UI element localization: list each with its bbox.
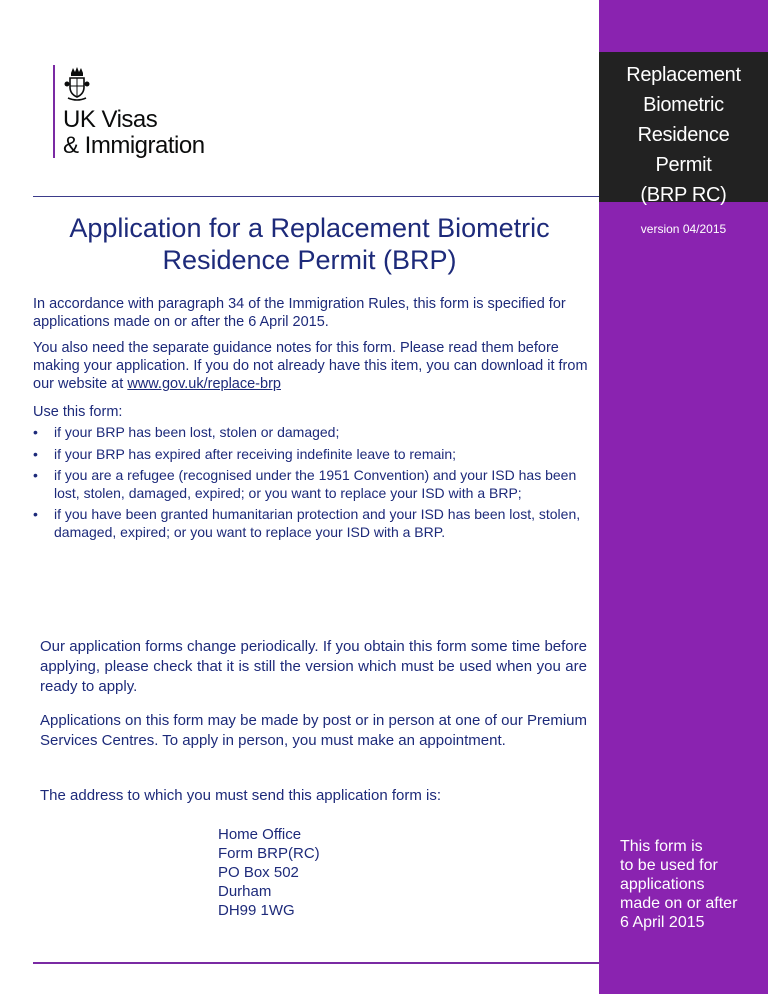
sidebar-title-line: Permit — [655, 154, 712, 176]
list-item — [33, 467, 593, 502]
sidebar-note — [620, 837, 760, 932]
address-intro: The address to which you must send this application form is: — [40, 787, 442, 804]
forms-change-paragraph: Our application forms change periodically. If you obtain this form some time before applying, please check that it is still the version which must be used when you are ready to apply. — [40, 638, 587, 695]
sidebar-note-line: 6 April 2015 — [620, 914, 705, 931]
apply-methods-paragraph: Applications on this form may be made by post or in person at one of our Premium Services Centres. To apply in person, you must make an appointment. — [40, 712, 587, 749]
bullet-icon: • — [33, 506, 38, 522]
logo-bar — [53, 65, 55, 158]
address-line: Home Office — [218, 826, 302, 843]
page-title — [20, 212, 599, 276]
guidance-paragraph — [33, 339, 593, 393]
page-title-line: Application for a Replacement Biometric — [69, 213, 550, 243]
sidebar-title-line: Residence — [637, 124, 730, 146]
sidebar-note-line: to be used for — [620, 857, 718, 874]
list-item — [33, 506, 593, 541]
bullet-icon: • — [33, 467, 38, 483]
intro-paragraph: In accordance with paragraph 34 of the Immigration Rules, this form is specified for applications made on or after the 6 April 2015. — [33, 296, 566, 330]
top-divider — [33, 196, 599, 197]
logo-line: UK Visas — [63, 106, 158, 133]
bullet-icon: • — [33, 424, 38, 440]
guidance-link[interactable]: www.gov.uk/replace-brp — [127, 376, 281, 392]
sidebar-note-line: This form is — [620, 838, 703, 855]
logo-wordmark — [63, 107, 205, 159]
address-line: Durham — [218, 883, 272, 900]
eligibility-list — [33, 424, 593, 545]
list-item — [33, 446, 593, 464]
bottom-divider — [33, 962, 599, 964]
page-title-line: Residence Permit (BRP) — [162, 245, 457, 275]
list-item-text: if you have been granted humanitarian protection and your ISD has been lost, stolen, damaged, expired; or you want to replace your ISD with a BRP. — [54, 506, 581, 540]
sidebar-note-line: applications — [620, 876, 705, 893]
logo-line: & Immigration — [63, 132, 205, 159]
sidebar-title-line: (BRP RC) — [640, 184, 727, 206]
list-item-text: if you are a refugee (recognised under the 1951 Convention) and your ISD has been lost, stolen, damaged, expired; or you want to replace your ISD with a BRP; — [54, 467, 577, 501]
postal-address — [218, 825, 320, 920]
use-this-form-label: Use this form: — [33, 404, 123, 420]
bullet-icon: • — [33, 445, 38, 462]
address-line: PO Box 502 — [218, 864, 299, 881]
sidebar-title-line: Replacement — [626, 64, 741, 86]
list-item-text: if your BRP has expired after receiving indefinite leave to remain; — [54, 445, 457, 462]
sidebar-title-line: Biometric — [643, 94, 724, 116]
version-label: version 04/2015 — [640, 222, 727, 236]
sidebar-note-line: made on or after — [620, 895, 738, 912]
sidebar-title — [599, 60, 768, 210]
list-item — [33, 424, 593, 442]
address-line: DH99 1WG — [218, 902, 295, 919]
list-item-text: if your BRP has been lost, stolen or damaged; — [54, 424, 340, 440]
address-line: Form BRP(RC) — [218, 845, 320, 862]
royal-crest-icon — [64, 67, 90, 103]
guidance-text: You also need the separate guidance notes for this form. Please read them before making your application. If you do not already have this item, you can download it from our website at — [33, 340, 588, 392]
